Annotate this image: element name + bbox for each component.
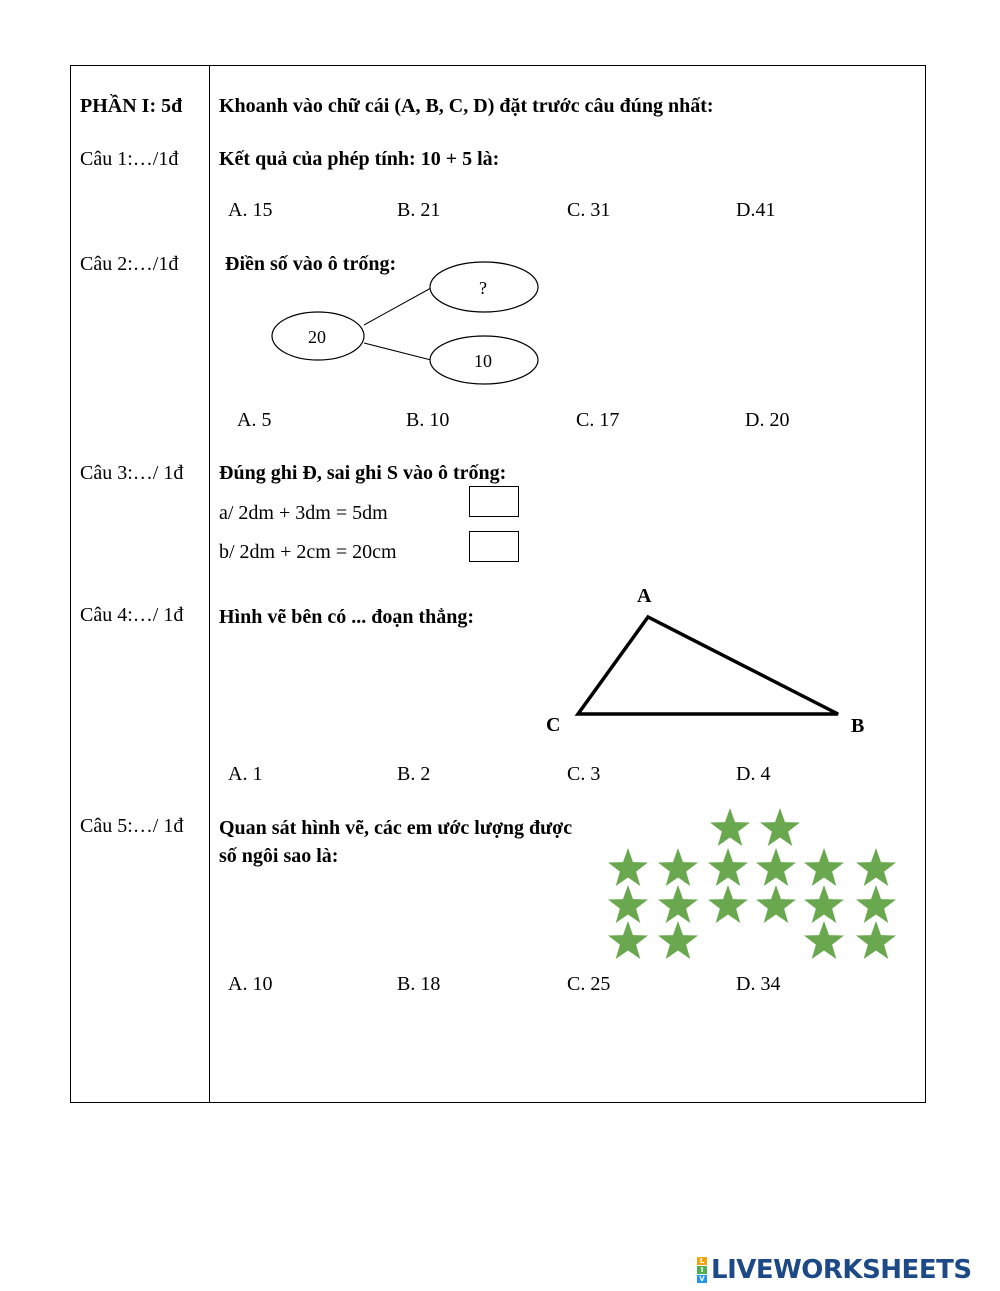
q5-option-b[interactable]: B. 18 bbox=[397, 973, 441, 995]
q3-statement-b: b/ 2dm + 2cm = 20cm bbox=[219, 541, 397, 563]
q4-option-c[interactable]: C. 3 bbox=[567, 763, 601, 785]
star-icon bbox=[804, 848, 844, 886]
section-instruction: Khoanh vào chữ cái (A, B, C, D) đặt trước câu đúng nhất: bbox=[219, 95, 714, 117]
section-label: PHẦN I: 5đ bbox=[80, 95, 183, 117]
vertex-b-label: B bbox=[851, 715, 865, 737]
whole-value: 20 bbox=[308, 327, 326, 347]
q4-option-d[interactable]: D. 4 bbox=[736, 763, 771, 785]
star-icon bbox=[856, 848, 896, 886]
q2-option-c[interactable]: C. 17 bbox=[576, 409, 620, 431]
q3-statement-a: a/ 2dm + 3dm = 5dm bbox=[219, 502, 388, 524]
q4-label: Câu 4:…/ 1đ bbox=[80, 604, 184, 626]
q1-option-d[interactable]: D.41 bbox=[736, 199, 776, 221]
q5-label: Câu 5:…/ 1đ bbox=[80, 815, 184, 837]
q1-option-a[interactable]: A. 15 bbox=[228, 199, 273, 221]
q5-question-line1: Quan sát hình vẽ, các em ước lượng được bbox=[219, 817, 573, 839]
star-icon bbox=[804, 921, 844, 959]
q2-question: Điền số vào ô trống: bbox=[225, 253, 397, 275]
star-icon bbox=[756, 885, 796, 923]
star-icon bbox=[760, 808, 800, 846]
vertex-c-label: C bbox=[546, 714, 561, 736]
unknown-part-value: ? bbox=[479, 278, 487, 298]
q1-option-c[interactable]: C. 31 bbox=[567, 199, 611, 221]
logo-blocks-icon bbox=[697, 1257, 707, 1283]
logo-block-l: L bbox=[697, 1257, 707, 1265]
liveworksheets-logo bbox=[697, 1256, 972, 1284]
star-icon bbox=[804, 885, 844, 923]
star-icon bbox=[756, 848, 796, 886]
vertex-a-label: A bbox=[637, 585, 652, 607]
star-icon bbox=[856, 885, 896, 923]
q4-option-a[interactable]: A. 1 bbox=[228, 763, 263, 785]
q1-option-b[interactable]: B. 21 bbox=[397, 199, 441, 221]
star-icon bbox=[658, 885, 698, 923]
star-icon bbox=[708, 885, 748, 923]
star-icon bbox=[658, 921, 698, 959]
q2-option-b[interactable]: B. 10 bbox=[406, 409, 450, 431]
logo-block-i: I bbox=[697, 1266, 707, 1274]
q5-option-a[interactable]: A. 10 bbox=[228, 973, 273, 995]
star-icon bbox=[608, 921, 648, 959]
q5-option-c[interactable]: C. 25 bbox=[567, 973, 611, 995]
star-icon bbox=[856, 921, 896, 959]
logo-text: LIVEWORKSHEETS bbox=[711, 1255, 972, 1285]
q2-label: Câu 2:…/1đ bbox=[80, 253, 179, 275]
q5-option-d[interactable]: D. 34 bbox=[736, 973, 781, 995]
q2-option-d[interactable]: D. 20 bbox=[745, 409, 790, 431]
star-icon bbox=[658, 848, 698, 886]
q1-question: Kết quả của phép tính: 10 + 5 là: bbox=[219, 148, 500, 170]
q3-label: Câu 3:…/ 1đ bbox=[80, 462, 184, 484]
logo-block-v: V bbox=[697, 1275, 707, 1283]
q3-question: Đúng ghi Đ, sai ghi S vào ô trống: bbox=[219, 462, 507, 484]
q1-label: Câu 1:…/1đ bbox=[80, 148, 179, 170]
star-icon bbox=[710, 808, 750, 846]
star-icon bbox=[608, 848, 648, 886]
star-icon bbox=[708, 848, 748, 886]
q2-option-a[interactable]: A. 5 bbox=[237, 409, 272, 431]
known-part-value: 10 bbox=[474, 351, 492, 371]
q5-question-line2: số ngôi sao là: bbox=[219, 845, 339, 867]
q4-option-b[interactable]: B. 2 bbox=[397, 763, 431, 785]
star-icon bbox=[608, 885, 648, 923]
q4-question: Hình vẽ bên có ... đoạn thẳng: bbox=[219, 606, 475, 628]
